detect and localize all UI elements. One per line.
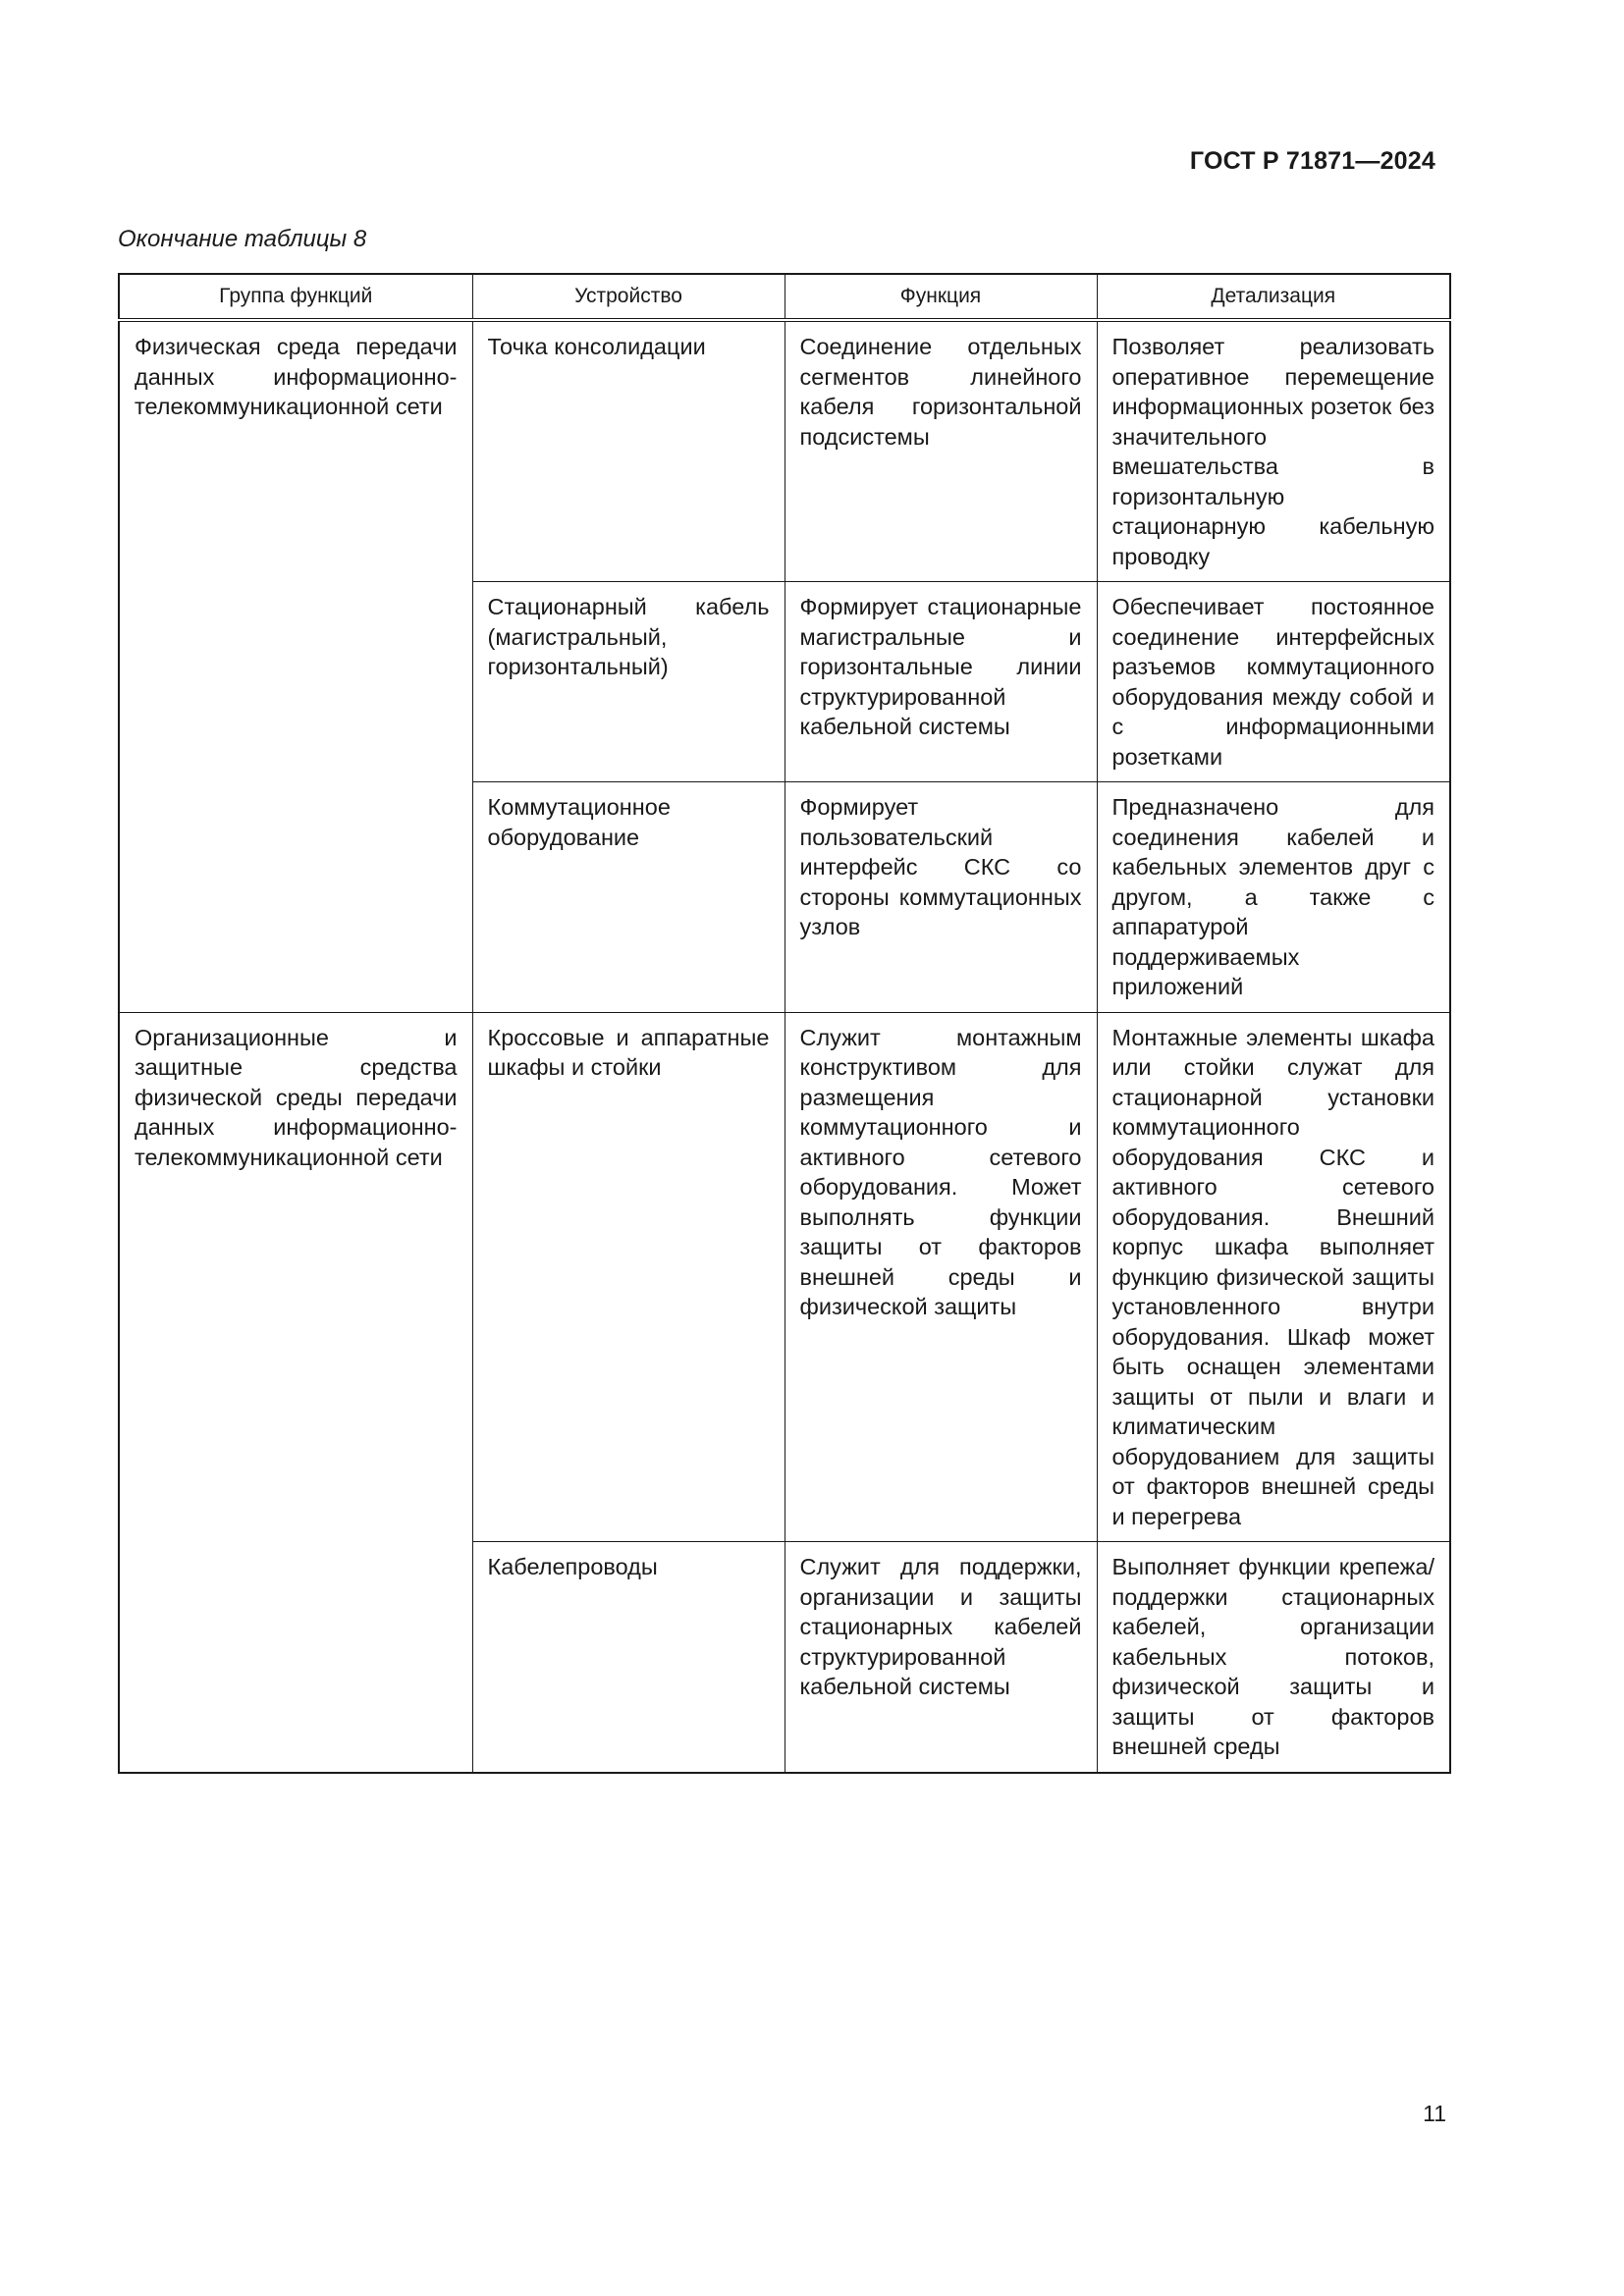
group-cell: Организационные и защитные средства физической среды передачи данных информационно-телекоммуникационной сети bbox=[119, 1012, 472, 1773]
device-cell: Кроссовые и аппаратные шкафы и стойки bbox=[472, 1012, 785, 1542]
detail-cell: Позволяет реализовать оперативное перемещение информационных розеток без значительного вмешательства в горизонтальную стационарную кабельную проводку bbox=[1097, 320, 1450, 582]
column-header-device: Устройство bbox=[472, 274, 785, 320]
function-cell: Служит монтажным конструктивом для размещения коммутационного и активного сетевого оборудования. Может выполнять функции защиты от факторов внешней среды и физической защиты bbox=[785, 1012, 1097, 1542]
function-cell: Формирует пользовательский интерфейс СКС со стороны коммутационных узлов bbox=[785, 782, 1097, 1013]
function-cell: Соединение отдельных сегментов линейного кабеля горизонтальной подсистемы bbox=[785, 320, 1097, 582]
detail-cell: Предназначено для соединения кабелей и кабельных элементов друг с другом, а также с аппаратурой поддерживаемых приложений bbox=[1097, 782, 1450, 1013]
table-row bbox=[119, 1012, 1450, 1542]
function-cell: Служит для поддержки, организации и защиты стационарных кабелей структурированной кабельной системы bbox=[785, 1542, 1097, 1773]
detail-cell: Обеспечивает постоянное соединение интерфейсных разъемов коммутационного оборудования между собой и с информационными розетками bbox=[1097, 582, 1450, 782]
column-header-group: Группа функций bbox=[119, 274, 472, 320]
page-number: 11 bbox=[1423, 2101, 1446, 2126]
column-header-detail: Детализация bbox=[1097, 274, 1450, 320]
device-cell: Стационарный кабель (магистральный, горизонтальный) bbox=[472, 582, 785, 782]
table-caption: Окончание таблицы 8 bbox=[118, 226, 367, 252]
table-header-row bbox=[119, 274, 1450, 320]
device-cell: Коммутационное оборудование bbox=[472, 782, 785, 1013]
functions-table bbox=[118, 273, 1451, 1774]
function-cell: Формирует стационарные магистральные и горизонтальные линии структурированной кабельной системы bbox=[785, 582, 1097, 782]
column-header-function: Функция bbox=[785, 274, 1097, 320]
device-cell: Точка консолидации bbox=[472, 320, 785, 582]
detail-cell: Выполняет функции крепежа/поддержки стационарных кабелей, организации кабельных потоков, физической защиты и защиты от факторов внешней среды bbox=[1097, 1542, 1450, 1773]
document-code: ГОСТ Р 71871—2024 bbox=[1189, 147, 1435, 175]
detail-cell: Монтажные элементы шкафа или стойки служат для стационарной установки коммутационного оборудования СКС и активного сетевого оборудования. Внешний корпус шкафа выполняет функцию физической защиты установленного внутри оборудования. Шкаф может быть оснащен элементами защиты от пыли и влаги и климатическим оборудованием для защиты от факторов внешней среды и перегрева bbox=[1097, 1012, 1450, 1542]
device-cell: Кабелепроводы bbox=[472, 1542, 785, 1773]
table-row bbox=[119, 320, 1450, 582]
group-cell: Физическая среда передачи данных информационно-телекоммуникационной сети bbox=[119, 320, 472, 1012]
